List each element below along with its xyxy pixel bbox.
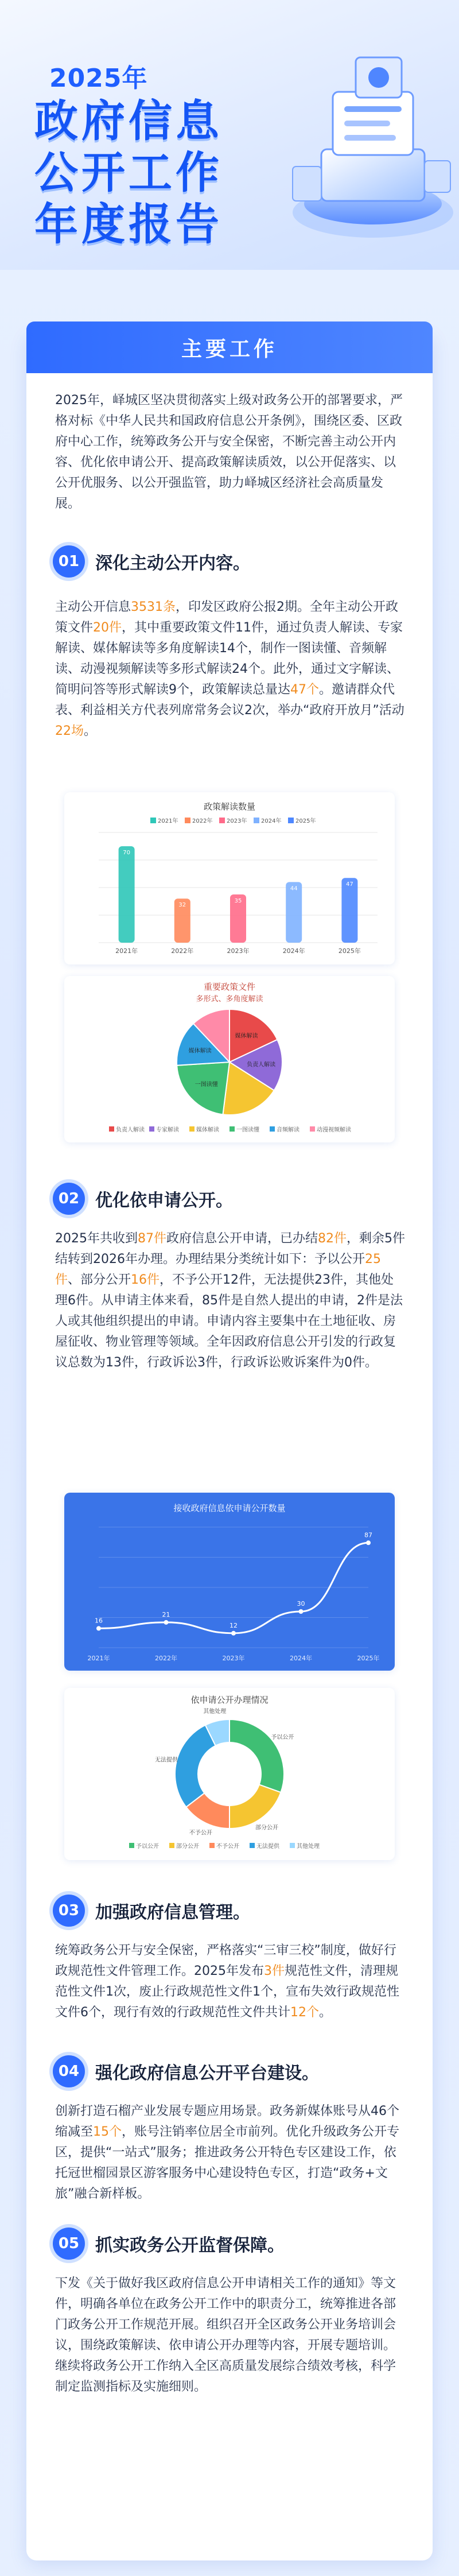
legend-label: 无法提供: [256, 1843, 279, 1850]
slice-label: 一图读懂: [195, 1081, 218, 1088]
paragraph-text: 。: [84, 724, 97, 738]
legend-label: 负责人解读: [116, 1127, 145, 1133]
legend-swatch: [254, 818, 259, 823]
data-label: 87: [364, 1531, 372, 1539]
highlight-number: 25件: [55, 1252, 381, 1287]
x-tick-label: 2023年: [227, 947, 250, 955]
donut-chart-application-results: [64, 1688, 395, 1860]
legend-swatch: [219, 818, 225, 823]
legend-swatch: [109, 1126, 114, 1132]
legend-swatch: [185, 818, 190, 823]
slice-label: 其他处理: [203, 1708, 227, 1715]
legend-label: 2021年: [158, 818, 178, 824]
section-03-heading: [53, 1895, 250, 1927]
highlight-number: 82件: [318, 1231, 347, 1246]
paragraph-text: ，剩余5件结转到2026年办理。办理结果分类统计如下：予以公开: [55, 1231, 406, 1266]
legend-swatch: [209, 1843, 215, 1848]
legend-label: 其他处理: [297, 1843, 320, 1850]
legend-label: 专家解读: [156, 1127, 179, 1133]
x-tick-label: 2022年: [155, 1655, 177, 1662]
legend-swatch: [310, 1126, 315, 1132]
section-title: 深化主动公开内容。: [95, 553, 250, 574]
series-line: [99, 1543, 368, 1633]
legend-swatch: [290, 1843, 295, 1848]
legend-label: 一图读懂: [236, 1127, 259, 1133]
paragraph-text: 统筹政务公开与安全保密，严格落实“三审三校”制度，做好行政规范性文件管理工作。2025年发布: [55, 1943, 396, 1978]
intro-paragraph: 2025年，峄城区坚决贯彻落实上级对政务公开的部署要求，严格对标《中华人民共和国政府信息公开条例》，围绕区委、区政府中心工作，统筹政务公开与安全保密，不断完善主动公开内容、优化依申请公开、提高政策解读质效，以公开促落实、以公开优服务、以公开强监管，助力峄城区经济社会高质量发展。: [55, 393, 403, 511]
x-tick-label: 2022年: [171, 947, 194, 955]
data-point: [96, 1626, 101, 1630]
document-platform-illustration: [270, 23, 459, 264]
section-03-paragraph: [55, 1940, 405, 2023]
data-label: 21: [162, 1610, 170, 1618]
legend-swatch: [169, 1843, 174, 1848]
paragraph-text: ，印发区政府公报2期。全年主动公开政策文件: [55, 600, 399, 635]
pie-slice: [230, 1785, 281, 1829]
section-number: 03: [53, 1895, 85, 1927]
legend-label: 予以公开: [136, 1843, 159, 1850]
x-tick-label: 2021年: [87, 1655, 110, 1662]
section-01-heading: [53, 545, 250, 578]
pie-slice: [177, 1062, 230, 1114]
pie-slice: [230, 1719, 284, 1792]
slice-label: 媒体解读: [188, 1048, 212, 1055]
line-chart-svg: [64, 1493, 395, 1671]
chart-title: 重要政策文件: [203, 982, 256, 992]
paragraph-text: 、部分公开: [68, 1273, 131, 1287]
bar-chart-policy-interpretation: [64, 792, 395, 964]
data-label: 16: [95, 1617, 103, 1625]
paragraph-text: 主动公开信息: [55, 600, 131, 614]
legend-swatch: [230, 1126, 235, 1132]
chart-title: 接收政府信息依申请公开数量: [173, 1503, 286, 1513]
section-02-heading: [53, 1183, 233, 1215]
legend-swatch: [250, 1843, 255, 1848]
paragraph-text: 政府信息公开申请，已办结: [166, 1231, 318, 1246]
paragraph-text: 下发《关于做好我区政府信息公开申请相关工作的通知》等文件，明确各单位在政务公开工作中的职责分工，统筹推进各部门政务公开工作规范开展。组织召开全区政务公开业务培训会议，围绕政策解读、依申请公开办理等内容，开展专题培训。继续将政务公开工作纳入全区高质量发展综合绩效考核，科学制定监测指标及实施细则。: [55, 2276, 396, 2394]
title-line-1: 政府信息: [34, 95, 223, 146]
highlight-number: 20件: [93, 621, 122, 635]
section-04-paragraph: [55, 2101, 405, 2205]
bar: [119, 846, 135, 943]
paragraph-text: ，不予公开12件，无法提供23件，其他处理6件。从申请主体来看，85件是自然人提出的申请，2件是法人或其他组织提出的申请。申请内容主要集中在土地征收、房屋征收、物业管理等领域。全年因政府信息公开引发的行政复议总数为13件，行政诉讼3件，行政诉讼败诉案件为0件。: [55, 1273, 403, 1370]
section-number: 01: [53, 545, 85, 578]
title-line-2: 公开工作: [34, 147, 223, 198]
bar-value-label: 35: [234, 898, 242, 904]
section-number: 04: [53, 2055, 85, 2087]
pie-slice: [175, 1725, 216, 1807]
highlight-number: 3件: [264, 1964, 285, 1978]
title-line-3: 年度报告: [34, 199, 223, 250]
x-tick-label: 2023年: [222, 1655, 245, 1662]
section-number: 05: [53, 2228, 85, 2260]
legend-swatch: [270, 1126, 275, 1132]
bar-value-label: 70: [123, 850, 130, 856]
legend-label: 2025年: [295, 818, 316, 824]
chart-title: 政策解读数量: [203, 801, 256, 812]
paragraph-text: 。: [319, 2005, 332, 2020]
hero-header: [0, 0, 459, 270]
section-04-heading: [53, 2055, 319, 2087]
data-point: [299, 1609, 304, 1614]
legend-label: 不予公开: [216, 1843, 239, 1850]
x-tick-label: 2024年: [290, 1655, 312, 1662]
highlight-number: 12个: [290, 2005, 319, 2020]
main-title: 主要工作: [181, 337, 278, 361]
x-tick-label: 2025年: [357, 1655, 380, 1662]
highlight-number: 87件: [138, 1231, 166, 1246]
highlight-number: 22场: [55, 724, 84, 738]
section-title: 强化政府信息公开平台建设。: [95, 2063, 319, 2083]
donut-chart-svg: [64, 1688, 395, 1860]
slice-label: 部分公开: [255, 1824, 279, 1831]
slice-label: 媒体解读: [235, 1033, 258, 1040]
x-tick-label: 2025年: [338, 947, 361, 955]
section-title: 加强政府信息管理。: [95, 1903, 250, 1923]
pie-chart-interpretation-forms: [64, 976, 395, 1142]
section-05-heading: [53, 2228, 285, 2260]
bar-chart-svg: [64, 792, 395, 964]
highlight-number: 16件: [131, 1273, 160, 1287]
legend-swatch: [150, 818, 156, 823]
bar-value-label: 32: [178, 902, 186, 909]
highlight-number: 47个: [290, 683, 319, 697]
section-title: 抓实政务公开监督保障。: [95, 2236, 285, 2256]
chart-subtitle: 多形式、多角度解读: [196, 995, 263, 1004]
slice-label: 无法提供: [154, 1757, 178, 1764]
section-02-paragraph: [55, 1229, 405, 1373]
x-tick-label: 2024年: [282, 947, 305, 955]
legend-label: 音频解读: [277, 1127, 299, 1133]
legend-label: 动漫视频解读: [317, 1127, 351, 1133]
data-label: 12: [230, 1621, 238, 1629]
highlight-number: 3531条: [131, 600, 176, 614]
legend-label: 部分公开: [176, 1843, 199, 1850]
pie-chart-svg: [64, 976, 395, 1142]
section-01-paragraph: [55, 597, 405, 742]
report-year: 2025年: [49, 64, 148, 93]
highlight-number: 15个: [93, 2125, 122, 2139]
legend-swatch: [149, 1126, 154, 1132]
legend-label: 2024年: [261, 818, 282, 824]
bar-value-label: 44: [290, 885, 298, 892]
legend-swatch: [288, 818, 294, 823]
slice-label: 不予公开: [189, 1830, 212, 1837]
main-title-banner: [26, 321, 433, 373]
data-point: [366, 1540, 371, 1545]
section-title: 优化依申请公开。: [95, 1191, 233, 1211]
legend-label: 媒体解读: [196, 1127, 219, 1133]
chart-title: 依申请公开办理情况: [190, 1695, 269, 1705]
slice-label: 负责人解读: [247, 1062, 276, 1068]
paragraph-text: ，账号注销率位居全市前列。优化升级政务公开专区，提供“一站式”服务；推进政务公开特色专区建设工作，依托冠世榴园景区游客服务中心建设特色专区，打造“政务+文旅”融合新样板。: [55, 2125, 400, 2201]
paragraph-text: 2025年共收到: [55, 1231, 138, 1246]
legend-swatch: [129, 1843, 134, 1848]
x-tick-label: 2021年: [115, 947, 138, 955]
line-chart-applications: [64, 1493, 395, 1671]
section-number: 02: [53, 1183, 85, 1215]
paragraph-text: 创新打造石榴产业发展专题应用场景。政务新媒体账号从46个缩减至: [55, 2104, 399, 2139]
legend-label: 2023年: [227, 818, 247, 824]
data-point: [231, 1631, 236, 1636]
data-label: 30: [297, 1600, 305, 1607]
data-point: [164, 1620, 169, 1625]
bar-value-label: 47: [346, 881, 353, 888]
legend-label: 2022年: [192, 818, 213, 824]
legend-swatch: [189, 1126, 195, 1132]
paragraph-text: 规范性文件，清理规范性文件1次，废止行政规范性文件1个，宣布失效行政规范性文件6个，现行有效的行政规范性文件共计: [55, 1964, 399, 2020]
paragraph-text: 。邀请群众代表、利益相关方代表列席常务会议2次，举办“政府开放月”活动: [55, 683, 404, 718]
paragraph-text: ，其中重要政策文件11件，通过负责人解读、专家解读、媒体解读等多角度解读14个，制作一图读懂、音频解读、动漫视频解读等多形式解读24个。此外，通过文字解读、简明问答等形式解读9个，政策解读总量达: [55, 621, 403, 697]
slice-label: 予以公开: [271, 1734, 294, 1741]
section-05-paragraph: [55, 2273, 405, 2397]
